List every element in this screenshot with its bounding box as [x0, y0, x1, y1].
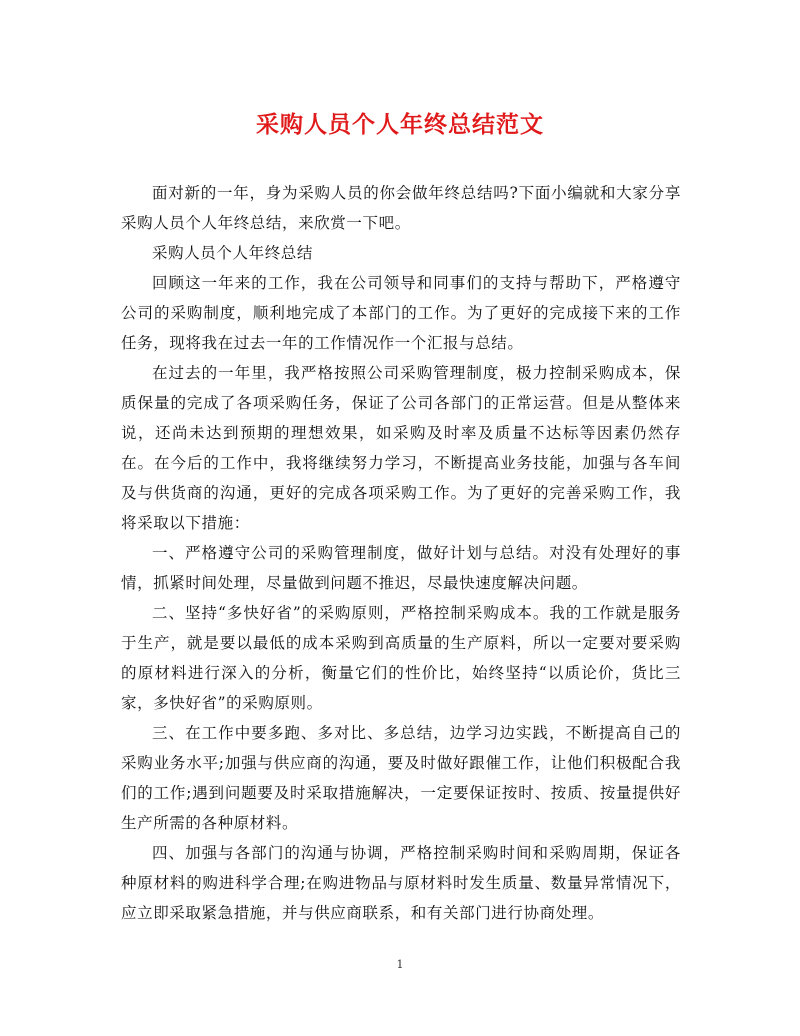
- intro-paragraph: 面对新的一年，身为采购人员的你会做年终总结吗?下面小编就和大家分享采购人员个人年终总结，来欣赏一下吧。: [121, 184, 681, 232]
- measure-paragraph-3: 三、在工作中要多跑、多对比、多总结，边学习边实践，不断提高自己的采购业务水平;加强与供应商的沟通，要及时做好跟催工作，让他们积极配合我们的工作;遇到问题要及时采取措施解决，一定要保证按时、按质、按量提供好生产所需的各种原材料。: [121, 724, 681, 832]
- measure-paragraph-4: 四、加强与各部门的沟通与协调，严格控制采购时间和采购周期，保证各种原材料的购进科学合理;在购进物品与原材料时发生质量、数量异常情况下，应立即采取紧急措施，并与供应商联系，和有关部门进行协商处理。: [121, 844, 681, 922]
- page-number: 1: [396, 958, 404, 971]
- document-title: 采购人员个人年终总结范文: [256, 111, 544, 138]
- section-heading: 采购人员个人年终总结: [152, 244, 314, 262]
- measure-paragraph-1: 一、严格遵守公司的采购管理制度，做好计划与总结。对没有处理好的事情，抓紧时间处理，尽量做到问题不推迟，尽最快速度解决问题。: [121, 544, 681, 592]
- measure-paragraph-2: 二、坚持“多快好省”的采购原则，严格控制采购成本。我的工作就是服务于生产，就是要以最低的成本采购到高质量的生产原料，所以一定要对要采购的原材料进行深入的分析，衡量它们的性价比，始终坚持“以质论价，货比三家，多快好省”的采购原则。: [121, 604, 681, 712]
- body-paragraph: 回顾这一年来的工作，我在公司领导和同事们的支持与帮助下，严格遵守公司的采购制度，顺利地完成了本部门的工作。为了更好的完成接下来的工作任务，现将我在过去一年的工作情况作一个汇报与总结。: [121, 274, 681, 352]
- body-paragraph: 在过去的一年里，我严格按照公司采购管理制度，极力控制采购成本，保质保量的完成了各项采购任务，保证了公司各部门的正常运营。但是从整体来说，还尚未达到预期的理想效果，如采购及时率及质量不达标等因素仍然存在。在今后的工作中，我将继续努力学习，不断提高业务技能，加强与各车间及与供货商的沟通，更好的完成各项采购工作。为了更好的完善采购工作，我将采取以下措施：: [121, 364, 681, 532]
- document-body: [121, 178, 681, 928]
